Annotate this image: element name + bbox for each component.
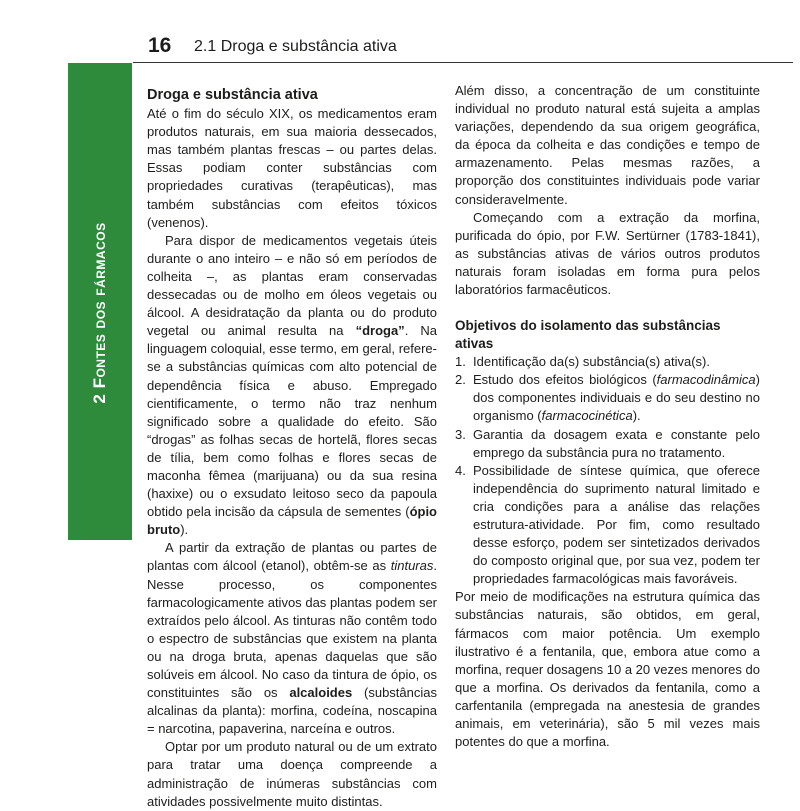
paragraph-concentration: Além disso, a concentração de um constituinte individual no produto natural está sujeita a amplas variações, dependendo da sua origem geográfica, da época da colheita e das condições e tempo de armazenamento. Pelas mesmas razões, a proporção dos constituintes individuais pode variar consideravelmente. [455, 83, 760, 207]
running-title: 2.1 Droga e substância ativa [194, 38, 397, 55]
chapter-side-tab [68, 63, 132, 540]
right-column [455, 82, 760, 751]
list-item: 4. Possibilidade de síntese química, que oferece independência do suprimento natural limitado e cria condições para a análise das relações estrutura-atividade. Por fim, como resultado desse esforço, podem ser sintetizados derivados do composto original que, por sua vez, podem ter propriedades farmacológicas mais favoráveis. [455, 462, 760, 587]
term-tinturas: tinturas [390, 558, 434, 574]
spacer [455, 299, 760, 317]
paragraph-tinctures: A partir da extração de plantas ou partes de plantas com álcool (etanol), obtêm-se as tinturas. Nesse processo, os componentes farmacologicamente ativos das plantas podem ser extraídos pelo álcool. As tinturas não contêm todo o espectro de substâncias que existem na planta ou na droga bruta, apenas daquelas que são solúveis em álcool. No caso da tintura de ópio, os constituintes são os alcaloides (substâncias alcalinas da planta): morfina, codeína, noscapina = narcotina, papaverina, narceína e outros. [147, 540, 437, 737]
paragraph-fentanyl: Por meio de modificações na estrutura química das substâncias naturais, são obtidos, em geral, fármacos com maior potência. Um exemplo ilustrativo é a fentanila, que, embora atue como a morfina, requer dosagens 10 a 20 vezes menores do que a morfina. Os derivados da fentanila, como a carfentanila (empregada na anestesia de grandes animais, em veterinária), são 5 mil vezes mais potentes do que a morfina. [455, 589, 760, 750]
term-opio-bruto: ópio bruto [147, 504, 437, 538]
chapter-tab-label: 2 Fontes dos fármacos [90, 222, 109, 404]
paragraph-drug-definition: Para dispor de medicamentos vegetais úteis durante o ano inteiro – e não só em períodos de colheita –, as plantas eram conservadas dessecadas ou de molho em óleos vegetais ou álcool. A desidratação da planta ou do produto vegetal ou animal resulta na “droga”. Na linguagem coloquial, esse termo, em geral, refere-se a substâncias químicas com alto potencial de dependência física e abuso. Empregado cientificamente, o termo não traz nenhum significado sobre a qualidade do efeito. São “drogas” as folhas secas de hortelã, flores secas de tília, bem como folhas e flores secas de maconha fêmea (marijuana) ou da sua resina (haxixe) ou o exsudato leitoso seco da papoula obtido pela incisão da cápsula de sementes (ópio bruto). [147, 232, 437, 538]
paragraph-intro: Até o fim do século XIX, os medicamentos eram produtos naturais, em sua maioria dessecados, mas também plantas frescas – ou partes delas. Essas podiam conter substâncias com propriedades curativas (terapêuticas), mas também substâncias com efeitos tóxicos (venenos). [147, 106, 437, 230]
page-number: 16 [148, 34, 172, 57]
list-item: 1. Identificação da(s) substância(s) ativa(s). [455, 354, 710, 370]
objectives-list [455, 353, 760, 588]
page-header [148, 32, 788, 62]
list-item: 2. Estudo dos efeitos biológicos (farmacodinâmica) dos componentes individuais e do seu destino no organismo (farmacocinética). [455, 372, 760, 424]
term-alcaloides: alcaloides [289, 685, 353, 701]
header-rule [133, 62, 793, 63]
section-heading: Droga e substância ativa [147, 87, 318, 103]
paragraph-natural-product: Optar por um produto natural ou de um extrato para tratar uma doença compreende a administração de inúmeras substâncias com atividades possivelmente muito distintas. [147, 739, 437, 809]
list-item: 3. Garantia da dosagem exata e constante pelo emprego da substância pura no tratamento. [455, 426, 760, 460]
subsection-heading: Objetivos do isolamento das substâncias ativas [455, 318, 721, 352]
left-column [147, 86, 437, 811]
paragraph-morphine-extraction: Começando com a extração da morfina, purificada do ópio, por F.W. Sertürner (1783-1841), as substâncias ativas de vários outros produtos naturais foram isoladas em forma pura pelos laboratórios farmacêuticos. [455, 209, 760, 298]
term-droga: “droga” [355, 323, 405, 339]
